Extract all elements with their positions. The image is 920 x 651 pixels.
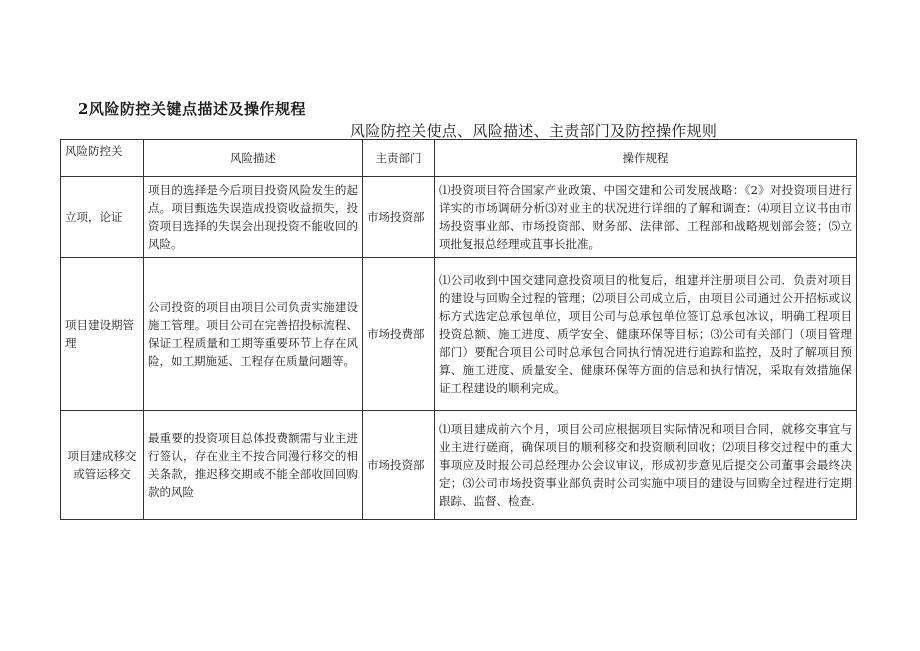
cell-department: 市场投资部 bbox=[363, 411, 435, 520]
table-row bbox=[61, 411, 857, 520]
header-risk-point: 风险防控关 bbox=[61, 140, 144, 177]
section-heading: 2风险防控关键点描述及操作规程 bbox=[78, 100, 306, 118]
cell-risk-point: 项目建成移交或管运移交 bbox=[61, 411, 144, 520]
cell-procedure: ⑴投资项目符合国家产业政策、中国交建和公司发展战略：《2》对投资项目进行详实的市场调研分析⑶对业主的状况进行详细的了解和调查：⑷项目立议书由市场投资事业部、市场投资部、财务部、法律部、工程部和战略规划部会签；⑸立项批复报总经理或苴事长批准。 bbox=[435, 177, 857, 258]
cell-risk-point: 项目建设期管理 bbox=[61, 258, 144, 411]
table-caption: 风险防控关使点、风险描述、主责部门及防控操作规则 bbox=[350, 122, 718, 140]
table-row bbox=[61, 177, 857, 258]
cell-department: 市场投费部 bbox=[363, 258, 435, 411]
header-risk-description: 风险描述 bbox=[144, 140, 363, 177]
cell-risk-point: 立项，论证 bbox=[61, 177, 144, 258]
risk-control-table bbox=[60, 139, 857, 520]
cell-risk-description: 项目的选择是今后项目投资风险发生的起点。项目甄选失误造成投资收益损失，投资项目选择的失误会出现投资不能收回的风险。 bbox=[144, 177, 363, 258]
cell-department: 市场投资部 bbox=[363, 177, 435, 258]
table-header-row bbox=[61, 140, 857, 177]
header-department: 主责部门 bbox=[363, 140, 435, 177]
cell-procedure: ⑴公司收到中国交建同意投资项目的枇复后，组建并注册项目公司．负责对项目的建设与回购全过程的管理；⑵项目公司成立后，由项目公司通过公开招标或议标方式选定总承包单位，项目公司与总承包单位签订总承包冰议，明确工程项目投资总额、施工进度、质学安全、健康环保等目标；⑶公司有关部门（项目管理部门）要配合项目公司时总承包合同执行情况进行追踪和监控，及时了解项目预算、施工进度、质量安全、健康环保等方面的信忌和执行情况，采取有效措施保证工程建设的顺利完成。 bbox=[435, 258, 857, 411]
cell-risk-description: 最重要的投资项目总体投费额需与业主进行签认，存在业主不按合同漫行移交的相关条款，推迟移交期或不能全部收回回购款的风险 bbox=[144, 411, 363, 520]
table-row bbox=[61, 258, 857, 411]
cell-risk-description: 公司投资的项目由项目公司负责实施建设施工管理。项目公司在完善招投标流程、保证工程质量和工期等重要环节上存在风险，如工期施延、工程存在质量问题等。 bbox=[144, 258, 363, 411]
header-procedure: 操作规程 bbox=[435, 140, 857, 177]
cell-procedure: ⑴项目建成前六个月，项目公司应根据项目实际情况和项目合同，就移交事宜与业主进行磋商，确保项目的顺利移交和投资顺利回收；⑵项目移交过程中的重大事项应及时报公司总经理办公会议审议，形成初步意见后提交公司董事会最终决定；⑶公司市场投资事业部负责时公司实施中项目的建设与回购全过程进行定期跟踪、监督、检查. bbox=[435, 411, 857, 520]
